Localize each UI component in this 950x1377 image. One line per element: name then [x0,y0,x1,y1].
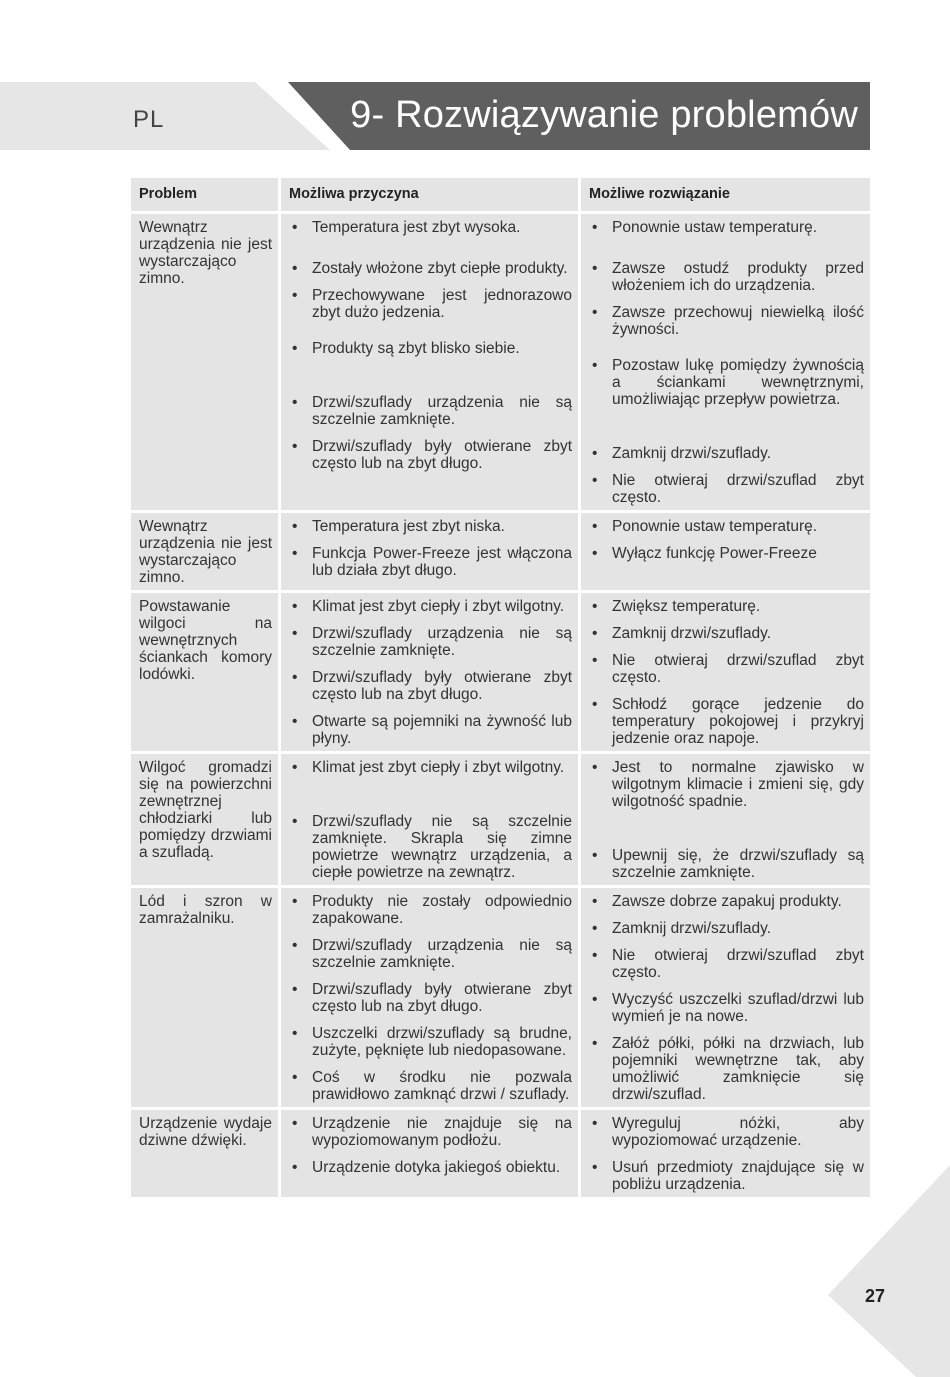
solution-item: • Pozostaw lukę pomiędzy żywnością a ściankami wewnętrznymi, umożliwiając przepływ powietrza. [589,357,864,408]
solution-item: • Zawsze ostudź produkty przed włożeniem ich do urządzenia. [589,260,864,294]
solution-cell [581,888,870,1107]
solution-list [589,219,864,506]
table-row [131,888,870,1107]
solution-list [589,1115,864,1193]
cause-cell [281,513,578,590]
language-tab [0,82,330,150]
solution-item: • Upewnij się, że drzwi/szuflady są szczelnie zamknięte. [589,847,864,881]
solution-item: • Wyłącz funkcję Power-Freeze [589,545,864,562]
cause-item: • Przechowywane jest jednorazowo zbyt dużo jedzenia. [289,287,572,321]
solution-cell [581,1110,870,1197]
cause-item: • Otwarte są pojemniki na żywność lub płyny. [289,713,572,747]
cause-list [289,518,572,579]
problem-cell: Wewnątrz urządzenia nie jest wystarczająco zimno. [131,214,278,510]
solution-cell [581,513,870,590]
cause-item: • Drzwi/szuflady nie są szczelnie zamknięte. Skrapla się zimne powietrze wewnątrz urządzenia, a ciepłe powietrze na zewnątrz. [289,813,572,881]
solution-item: • Ponownie ustaw temperaturę. [589,518,864,535]
cause-item: • Drzwi/szuflady były otwierane zbyt często lub na zbyt długo. [289,981,572,1015]
problem-cell: Lód i szron w zamrażalniku. [131,888,278,1107]
solution-list [589,598,864,747]
cause-item: • Drzwi/szuflady były otwierane zbyt często lub na zbyt długo. [289,669,572,703]
problem-cell: Wilgoć gromadzi się na powierzchni zewnętrznej chłodziarki lub pomiędzy drzwiami a szufladą. [131,754,278,885]
table-row [131,1110,870,1197]
cause-cell [281,593,578,751]
solution-item: • Schłodź gorące jedzenie do temperatury pokojowej i przykryj jedzenie oraz napoje. [589,696,864,747]
solution-item: • Zamknij drzwi/szuflady. [589,625,864,642]
problem-cell: Powstawanie wilgoci na wewnętrznych ściankach komory lodówki. [131,593,278,751]
cause-item: • Drzwi/szuflady były otwierane zbyt często lub na zbyt długo. [289,438,572,472]
solution-item: • Nie otwieraj drzwi/szuflad zbyt często. [589,652,864,686]
table-body [131,214,870,1197]
cause-cell [281,754,578,885]
cause-item: • Uszczelki drzwi/szuflady są brudne, zużyte, pęknięte lub niedopasowane. [289,1025,572,1059]
table-header-row [131,178,870,211]
page-number: 27 [865,1286,886,1306]
cause-item: • Temperatura jest zbyt wysoka. [289,219,572,236]
solution-list [589,893,864,1103]
solution-cell [581,593,870,751]
cause-item: • Drzwi/szuflady urządzenia nie są szczelnie zamknięte. [289,394,572,428]
table-row [131,593,870,751]
cause-list [289,893,572,1103]
solution-item: • Załóż półki, półki na drzwiach, lub pojemniki wewnętrzne tak, aby umożliwić zamknięcie się drzwi/szuflad. [589,1035,864,1103]
cause-item: • Klimat jest zbyt ciepły i zbyt wilgotny. [289,598,572,615]
troubleshooting-table [128,175,873,1200]
cause-list [289,598,572,747]
solution-item: • Nie otwieraj drzwi/szuflad zbyt często. [589,947,864,981]
header-problem: Problem [131,178,278,211]
cause-item: • Drzwi/szuflady urządzenia nie są szczelnie zamknięte. [289,625,572,659]
table-row [131,513,870,590]
cause-item: • Urządzenie nie znajduje się na wypoziomowanym podłożu. [289,1115,572,1149]
cause-item: • Produkty nie zostały odpowiednio zapakowane. [289,893,572,927]
page-title: 9- Rozwiązywanie problemów [350,94,858,136]
cause-item: • Zostały włożone zbyt ciepłe produkty. [289,260,572,277]
solution-item: • Zamknij drzwi/szuflady. [589,920,864,937]
language-code: PL [133,106,165,133]
solution-cell [581,754,870,885]
cause-cell [281,214,578,510]
table-row [131,754,870,885]
cause-item: • Urządzenie dotyka jakiegoś obiektu. [289,1159,572,1176]
header-solution: Możliwe rozwiązanie [581,178,870,211]
solution-item: • Nie otwieraj drzwi/szuflad zbyt często. [589,472,864,506]
solution-item: • Ponownie ustaw temperaturę. [589,219,864,236]
solution-item: • Zawsze dobrze zapakuj produkty. [589,893,864,910]
cause-cell [281,888,578,1107]
cause-item: • Klimat jest zbyt ciepły i zbyt wilgotny. [289,759,572,776]
cause-item: • Temperatura jest zbyt niska. [289,518,572,535]
solution-item: • Zawsze przechowuj niewielką ilość żywności. [589,304,864,338]
solution-item: • Zwiększ temperaturę. [589,598,864,615]
problem-cell: Urządzenie wydaje dziwne dźwięki. [131,1110,278,1197]
solution-item: • Zamknij drzwi/szuflady. [589,445,864,462]
cause-item: • Produkty są zbyt blisko siebie. [289,340,572,357]
cause-item: • Drzwi/szuflady urządzenia nie są szczelnie zamknięte. [289,937,572,971]
solution-item: • Wyreguluj nóżki, aby wypoziomować urządzenie. [589,1115,864,1149]
cause-list [289,1115,572,1176]
cause-item: • Funkcja Power-Freeze jest włączona lub działa zbyt długo. [289,545,572,579]
solution-item: • Wyczyść uszczelki szuflad/drzwi lub wymień je na nowe. [589,991,864,1025]
cause-item: • Coś w środku nie pozwala prawidłowo zamknąć drzwi / szuflady. [289,1069,572,1103]
solution-list [589,759,864,881]
solution-item: • Usuń przedmioty znajdujące się w pobliżu urządzenia. [589,1159,864,1193]
problem-cell: Wewnątrz urządzenia nie jest wystarczająco zimno. [131,513,278,590]
cause-list [289,759,572,881]
solution-list [589,518,864,562]
cause-cell [281,1110,578,1197]
cause-list [289,219,572,472]
solution-cell [581,214,870,510]
solution-item: • Jest to normalne zjawisko w wilgotnym klimacie i zmieni się, gdy wilgotność spadnie. [589,759,864,810]
header-cause: Możliwa przyczyna [281,178,578,211]
table-row [131,214,870,510]
